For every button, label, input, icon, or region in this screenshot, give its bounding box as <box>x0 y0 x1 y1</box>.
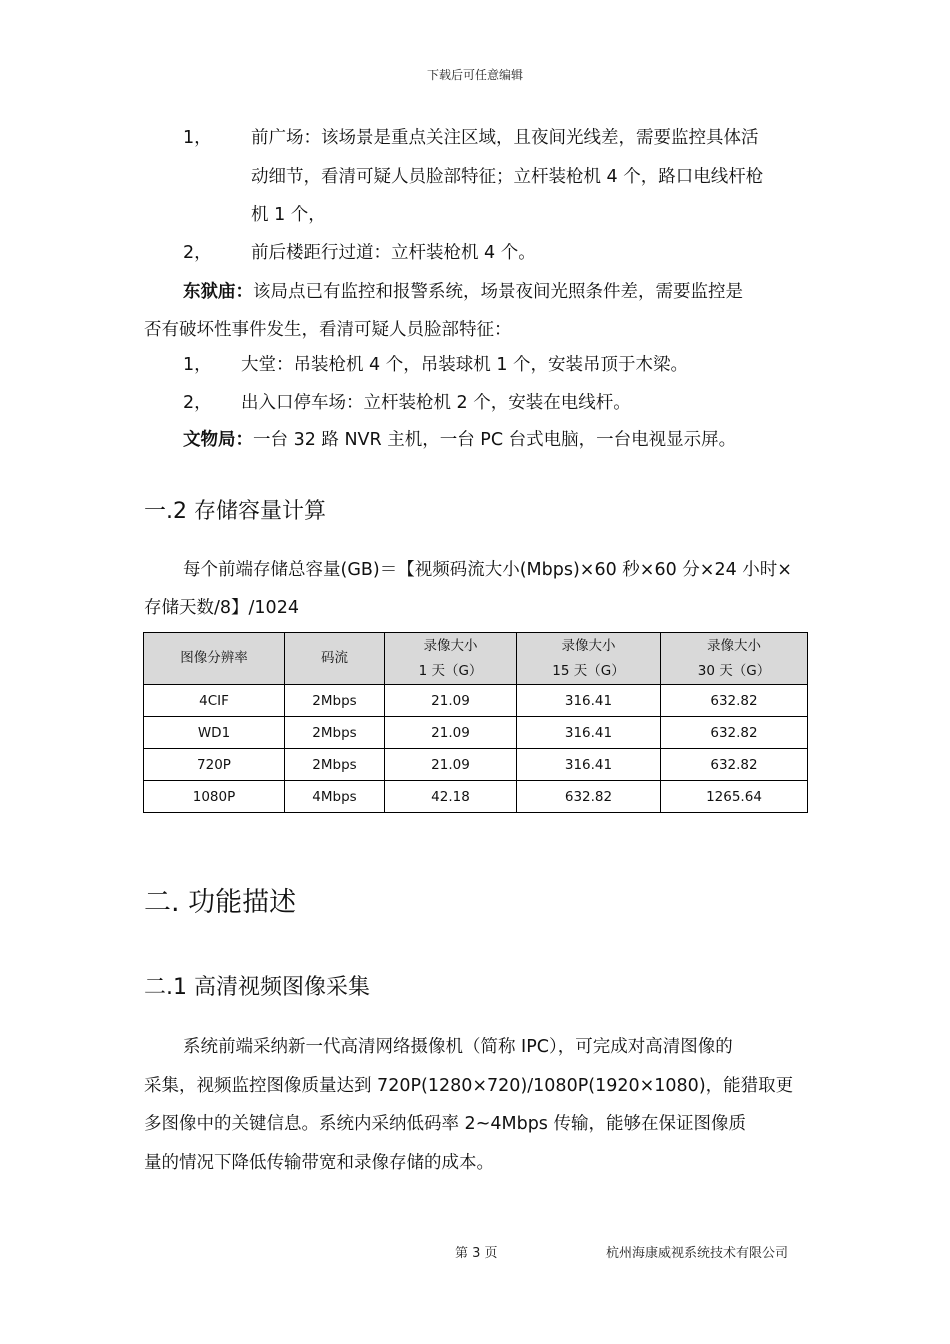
chapter-heading: 二. 功能描述 <box>144 887 297 918</box>
table-cell: 316.41 <box>517 749 661 781</box>
table-cell: 21.09 <box>385 717 517 749</box>
section-label: 东狱庙： <box>183 282 253 302</box>
column-header: 录像大小 15 天（G） <box>517 633 661 685</box>
table-row <box>144 685 808 717</box>
table-cell: 2Mbps <box>285 685 385 717</box>
column-header: 图像分辨率 <box>144 633 285 685</box>
list-number: 1， <box>183 128 212 148</box>
list-number: 2， <box>183 393 212 413</box>
table-cell: 42.18 <box>385 781 517 813</box>
table-cell: 21.09 <box>385 685 517 717</box>
table-cell: 632.82 <box>661 717 808 749</box>
table-cell: 1080P <box>144 781 285 813</box>
page-number: 第 3 页 <box>455 1246 498 1261</box>
paragraph-line: 量的情况下降低传输带宽和录像存储的成本。 <box>144 1153 494 1173</box>
table-cell: 4CIF <box>144 685 285 717</box>
paragraph-line: 前广场：该场景是重点关注区域，且夜间光线差，需要监控具体活 <box>251 128 759 148</box>
paragraph-line <box>183 430 736 450</box>
paragraph-text: 该局点已有监控和报警系统，场景夜间光照条件差，需要监控是 <box>253 282 743 302</box>
column-header: 码流 <box>285 633 385 685</box>
table-cell: 4Mbps <box>285 781 385 813</box>
section-label: 文物局： <box>183 430 253 450</box>
table-cell: 2Mbps <box>285 717 385 749</box>
paragraph-line: 动细节，看清可疑人员脸部特征；立杆装枪机 4 个，路口电线杆枪 <box>251 167 764 187</box>
table-cell: 316.41 <box>517 717 661 749</box>
list-number: 1， <box>183 355 212 375</box>
table-cell: 720P <box>144 749 285 781</box>
table-row <box>144 717 808 749</box>
formula-line: 每个前端存储总容量(GB)＝【视频码流大小(Mbps)×60 秒×60 分×24 小时× <box>183 560 792 580</box>
table-cell: 21.09 <box>385 749 517 781</box>
paragraph-line: 前后楼距行过道：立杆装枪机 4 个。 <box>251 243 536 263</box>
table-row <box>144 781 808 813</box>
formula-line: 存储天数/8】/1024 <box>144 598 299 618</box>
table-cell: 1265.64 <box>661 781 808 813</box>
section-heading: 一.2 存储容量计算 <box>144 499 326 524</box>
paragraph-line: 采集，视频监控图像质量达到 720P(1280×720)/1080P(1920×1080)，能猎取更 <box>144 1076 794 1096</box>
paragraph-line: 否有破坏性事件发生，看清可疑人员脸部特征： <box>144 320 512 340</box>
company-name: 杭州海康威视系统技术有限公司 <box>606 1246 789 1261</box>
table-cell: 316.41 <box>517 685 661 717</box>
page-header-note: 下载后可任意编辑 <box>426 68 523 82</box>
paragraph-line: 系统前端采纳新一代高清网络摄像机（简称 IPC），可完成对高清图像的 <box>183 1037 733 1057</box>
column-header: 录像大小 1 天（G） <box>385 633 517 685</box>
paragraph-line <box>183 282 743 302</box>
column-header: 录像大小 30 天（G） <box>661 633 808 685</box>
paragraph-text: 一台 32 路 NVR 主机，一台 PC 台式电脑，一台电视显示屏。 <box>253 430 737 450</box>
paragraph-line: 多图像中的关键信息。系统内采纳低码率 2~4Mbps 传输，能够在保证图像质 <box>144 1114 746 1134</box>
table-cell: 632.82 <box>661 749 808 781</box>
table-cell: 632.82 <box>661 685 808 717</box>
table-row <box>144 749 808 781</box>
storage-table <box>143 632 808 813</box>
paragraph-line: 出入口停车场：立杆装枪机 2 个，安装在电线杆。 <box>241 393 631 413</box>
paragraph-line: 大堂：吊装枪机 4 个，吊装球机 1 个，安装吊顶于木梁。 <box>241 355 689 375</box>
paragraph-line: 机 1 个， <box>251 205 326 225</box>
table-cell: 632.82 <box>517 781 661 813</box>
section-heading: 二.1 高清视频图像采集 <box>144 975 370 1000</box>
table-cell: WD1 <box>144 717 285 749</box>
table-header-row <box>144 633 808 685</box>
table-cell: 2Mbps <box>285 749 385 781</box>
list-number: 2， <box>183 243 212 263</box>
